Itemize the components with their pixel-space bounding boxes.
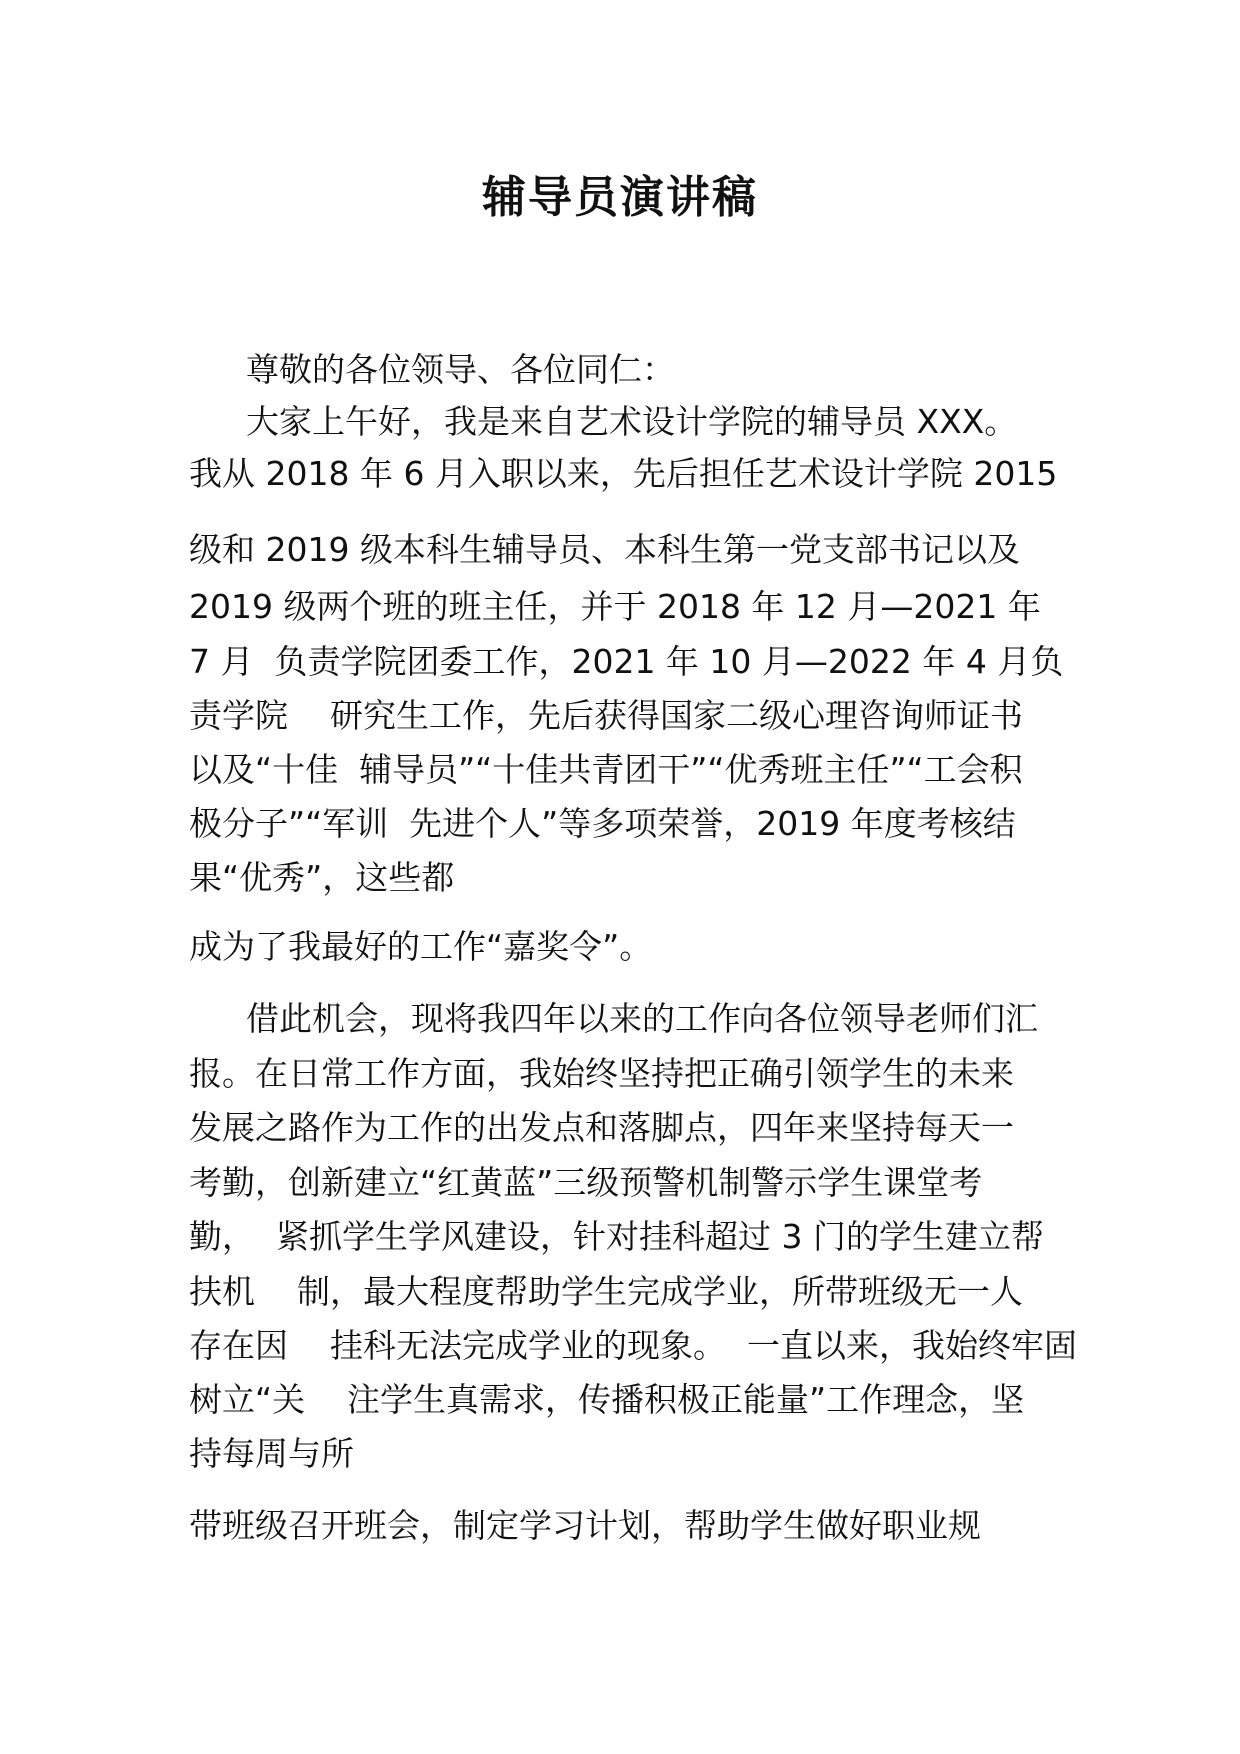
salutation-line: 尊敬的各位领导、各位同仁： xyxy=(246,350,675,389)
body-line: 扶机 制，最大程度帮助学生完成学业，所带班级无一人 xyxy=(189,1272,1023,1311)
body-line: 勤， 紧抓学生学风建设，针对挂科超过 3 门的学生建立帮 xyxy=(189,1217,1044,1256)
body-line: 发展之路作为工作的出发点和落脚点，四年来坚持每天一 xyxy=(189,1108,1014,1147)
body-line: 果“优秀”，这些都 xyxy=(189,858,455,897)
body-line: 带班级召开班会，制定学习计划，帮助学生做好职业规 xyxy=(189,1506,981,1545)
body-line: 持每周与所 xyxy=(189,1434,354,1473)
body-line: 考勤，创新建立“红黄蓝”三级预警机制警示学生课堂考 xyxy=(189,1163,983,1202)
body-line: 报。在日常工作方面，我始终坚持把正确引领学生的未来 xyxy=(189,1054,1014,1093)
body-line: 级和 2019 级本科生辅导员、本科生第一党支部书记以及 xyxy=(189,530,1020,569)
body-line: 2019 级两个班的班主任，并于 2018 年 12 月—2021 年 xyxy=(189,587,1041,626)
body-line: 树立“关 注学生真需求，传播积极正能量”工作理念，坚 xyxy=(189,1380,1025,1419)
body-line: 极分子”“军训 先进个人”等多项荣誉，2019 年度考核结 xyxy=(189,804,1016,843)
body-line: 借此机会，现将我四年以来的工作向各位领导老师们汇 xyxy=(246,999,1038,1038)
body-line: 成为了我最好的工作“嘉奖令”。 xyxy=(189,927,653,966)
body-line: 我从 2018 年 6 月入职以来，先后担任艺术设计学院 2015 xyxy=(189,454,1058,493)
body-line: 大家上午好，我是来自艺术设计学院的辅导员 XXX。 xyxy=(246,402,1018,441)
body-line: 责学院 研究生工作，先后获得国家二级心理咨询师证书 xyxy=(189,696,1023,735)
body-line: 存在因 挂科无法完成学业的现象。 一直以来，我始终牢固 xyxy=(189,1326,1077,1365)
body-line: 7 月 负责学院团委工作，2021 年 10 月—2022 年 4 月负 xyxy=(189,642,1064,681)
body-line: 以及“十佳 辅导员”“十佳共青团干”“优秀班主任”“工会积 xyxy=(189,750,1023,789)
document-title: 辅导员演讲稿 xyxy=(482,172,758,223)
